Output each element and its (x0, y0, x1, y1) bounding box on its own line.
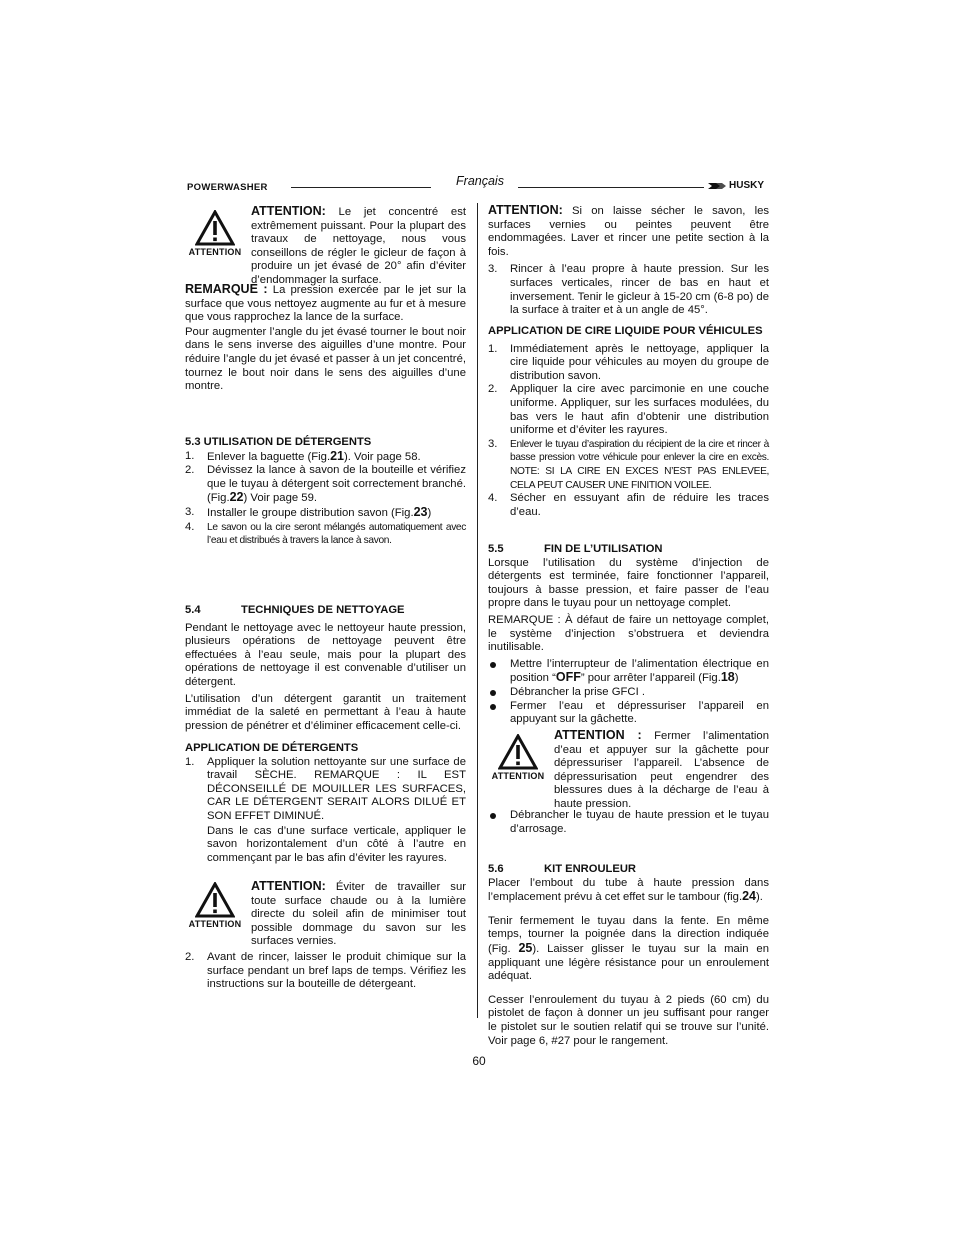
list-item: 1. Enlever la baguette (Fig.21). Voir page 58. (185, 448, 421, 463)
angle-paragraph: Pour augmenter l’angle du jet évasé tourner le bout noir dans le sens inverse des aiguilles d’une montre. Pour réduire l’angle du jet évasé et passer à un jet concentré, tournez le bout noir dans le sens des aiguilles d’une montre. (185, 325, 466, 393)
list-item: 1. Immédiatement après le nettoyage, appliquer la cire liquide pour véhicules au moyen du groupe de distribution savon. (488, 342, 769, 382)
left-column-upper (185, 283, 466, 394)
header-rule-right (518, 187, 704, 188)
cire-section (488, 325, 769, 519)
section-5-6-title: 5.6 KIT ENROULEUR (488, 863, 636, 875)
list-item: 2. Avant de rincer, laisser le produit chimique sur la surface pendant un bref laps de temps. Vérifiez les instructions sur la bouteille de détergeant. (185, 951, 466, 991)
list-item: 1. Appliquer la solution nettoyante sur une surface de travail SÈCHE. REMARQUE : IL EST DÉCONSEILLÉ DE MOUILLER LES SURFACES, CAR LE DÉTERGENT SERAIT ALORS DILUÉ ET SON EFFET DIMINUÉ. (185, 755, 466, 822)
attention-text: Éviter de travailler sur toute surface chaude ou à la lumière directe du soleil afin de minimiser tout possible dommage du savon sur les surfaces vernies. (251, 881, 466, 948)
attention-note-4 (554, 729, 769, 812)
list-item-continued: Dans le cas d’une surface verticale, appliquer le savon horizontalement d’un côté à l’autre en commençant par le bas afin d’éviter les rayures. (207, 824, 466, 864)
husky-logo (708, 180, 764, 191)
warning-triangle-icon (498, 734, 538, 770)
attention-text: Le jet concentré est extrêmement puissant. Pour la plupart des travaux de nettoyage, nous vous conseillons de régler le gicleur de façon à produire un jet évasé de 20° afin d’éviter d’endommager la surface. (251, 206, 466, 286)
warning-block-1 (182, 210, 248, 257)
bullet-item: Débrancher la prise GFCI . (488, 686, 769, 700)
section-5-3 (185, 436, 466, 548)
bullet-item: Mettre l’interrupteur de l’alimentation électrique en position “OFF” pour arrêter l’appareil (Fig.18) (488, 658, 769, 686)
list-item: 3. Enlever le tuyau d’aspiration du récipient de la cire et rincer à basse pression votre véhicule pour enlever la cire en excès. NOTE: SI LA CIRE EN EXCES N’EST PAS ENLEVEE, CELA PEUT CAUSER UNE FINITION VOILEE. (488, 437, 769, 491)
remarque-lead: REMARQUE : (185, 282, 268, 296)
header-rule-left (291, 187, 431, 188)
section-5-3-title: 5.3 UTILISATION DE DÉTERGENTS (185, 436, 372, 448)
husky-logo-text: HUSKY (729, 180, 765, 191)
warning-label: ATTENTION (188, 919, 242, 929)
list-item: 2. Appliquer la cire avec parcimonie en une couche uniforme. Appliquer, sur les surfaces modulées, du bas vers le haut afin d’obtenir une distribution uniforme et d’éviter les rayures. (488, 383, 769, 437)
s54-paragraph-2: L’utilisation d’un détergent garantit un traitement immédiat de la saleté en permettant à l’eau à haute pression de pénétrer et d’éliminer efficacement celle-ci. (185, 692, 466, 732)
attention-lead: ATTENTION: (251, 204, 326, 218)
cire-title: APPLICATION DE CIRE LIQUIDE POUR VÉHICULES (488, 325, 763, 337)
remarque-text: La pression exercée par le jet sur la surface que vous nettoyez augmente au fur et à mesure que vous rapprochez la lance de la surface. (185, 284, 466, 324)
section-5-5 (488, 543, 769, 727)
s56-paragraph-1: Placer l’embout du tube à haute pression dans l’emplacement prévu à cet effet sur le tambour (fig.24). (488, 876, 769, 904)
bullet-item: Débrancher le tuyau de haute pression et le tuyau d’arrosage. (488, 809, 769, 836)
section-5-4-title: 5.4 TECHNIQUES DE NETTOYAGE (185, 604, 405, 616)
list-item: 3. Installer le groupe distribution savon (Fig.23) (185, 504, 432, 519)
list-item: 2. Dévissez la lance à savon de la bouteille et vérifiez que le tuyau à détergent soit correctement branché. (Fig.22) Voir page 59. (185, 464, 466, 505)
app-det-title: APPLICATION DE DÉTERGENTS (185, 742, 359, 754)
bullet-item: Fermer l’eau et dépressuriser l’appareil en appuyant sur la gâchette. (488, 700, 769, 727)
s54-paragraph-1: Pendant le nettoyage avec le nettoyeur haute pression, plusieurs opérations de nettoyage peuvent être effectuées à l’eau seule, mais pour la plupart des opérations de nettoyage il est convenable d’utiliser un détergent. (185, 621, 466, 688)
s55-paragraph-2: REMARQUE : À défaut de faire un nettoyage complet, le système d’injection s’obstruera et deviendra inutilisable. (488, 613, 769, 654)
s55-paragraph-1: Lorsque l’utilisation du système d’injection de détergents est terminée, faire fonctionner l’appareil, toujours à basse pression, et faire passer de l’eau propre dans le tuyau pour un nettoyage complet. (488, 556, 769, 610)
application-detergents (185, 742, 466, 865)
attention-note-1 (251, 205, 466, 288)
attention-text: Si on laisse sécher le savon, les surfaces vernies ou peintes peuvent être endommagées. Laver et rincer une petite section à la fois. (488, 205, 770, 258)
husky-logo-icon (708, 181, 726, 191)
app-det-item-2 (185, 951, 466, 992)
list-item: 3. Rincer à l’eau propre à haute pression. Sur les surfaces verticales, rincer de bas en haut et inversement. Tenir le gicleur à 15-20 cm (6-8 po) de la surface à traiter et à un angle de 45°. (488, 263, 769, 317)
attention-text: Fermer l’alimentation d’eau et appuyer sur la gâchette pour dépressuriser l’appareil. L’absence de dépressurisation peut engendrer des blessures dues à la décharge de l’eau à haute pression. (554, 730, 769, 810)
section-5-6 (488, 863, 769, 1048)
warning-label: ATTENTION (491, 771, 545, 781)
attention-note-2 (251, 880, 466, 949)
warning-block-2 (182, 882, 248, 929)
warning-triangle-icon (195, 210, 235, 246)
brand-powerwasher: POWERWASHER (187, 182, 268, 193)
warning-label: ATTENTION (188, 247, 242, 257)
list-item: 4. Sécher en essuyant afin de réduire les traces d’eau. (488, 492, 769, 518)
right-column-top (488, 204, 769, 318)
page-number: 60 (472, 1054, 486, 1068)
attention-lead: ATTENTION: (251, 879, 326, 893)
language-label: Français (456, 174, 504, 188)
warning-triangle-icon (195, 882, 235, 918)
section-5-4 (185, 604, 466, 733)
s56-paragraph-2: Tenir fermement le tuyau dans la fente. En même temps, tourner la poignée dans la direction indiquée (Fig. 25). Laisser glisser le tuyau sur la main en appliquant une légère résistance pour un enroulement adéquat. (488, 914, 769, 983)
column-divider (477, 203, 478, 1018)
s56-paragraph-3: Cesser l’enroulement du tuyau à 2 pieds (60 cm) du pistolet de façon à donner un jeu suffisant pour ranger le pistolet sur le soutien relatif qui se trouve sur l’unité. Voir page 6, #27 pour le rangement. (488, 993, 769, 1047)
attention-lead: ATTENTION: (488, 203, 563, 217)
s55-final-bullet (488, 809, 769, 836)
section-5-5-title: 5.5 FIN DE L’UTILISATION (488, 543, 663, 555)
attention-lead: ATTENTION : (554, 728, 642, 742)
warning-block-3 (485, 734, 551, 781)
list-item: 4. Le savon ou la cire seront mélangés automatiquement avec l’eau et distribués à travers la lance à savon. (185, 520, 466, 547)
